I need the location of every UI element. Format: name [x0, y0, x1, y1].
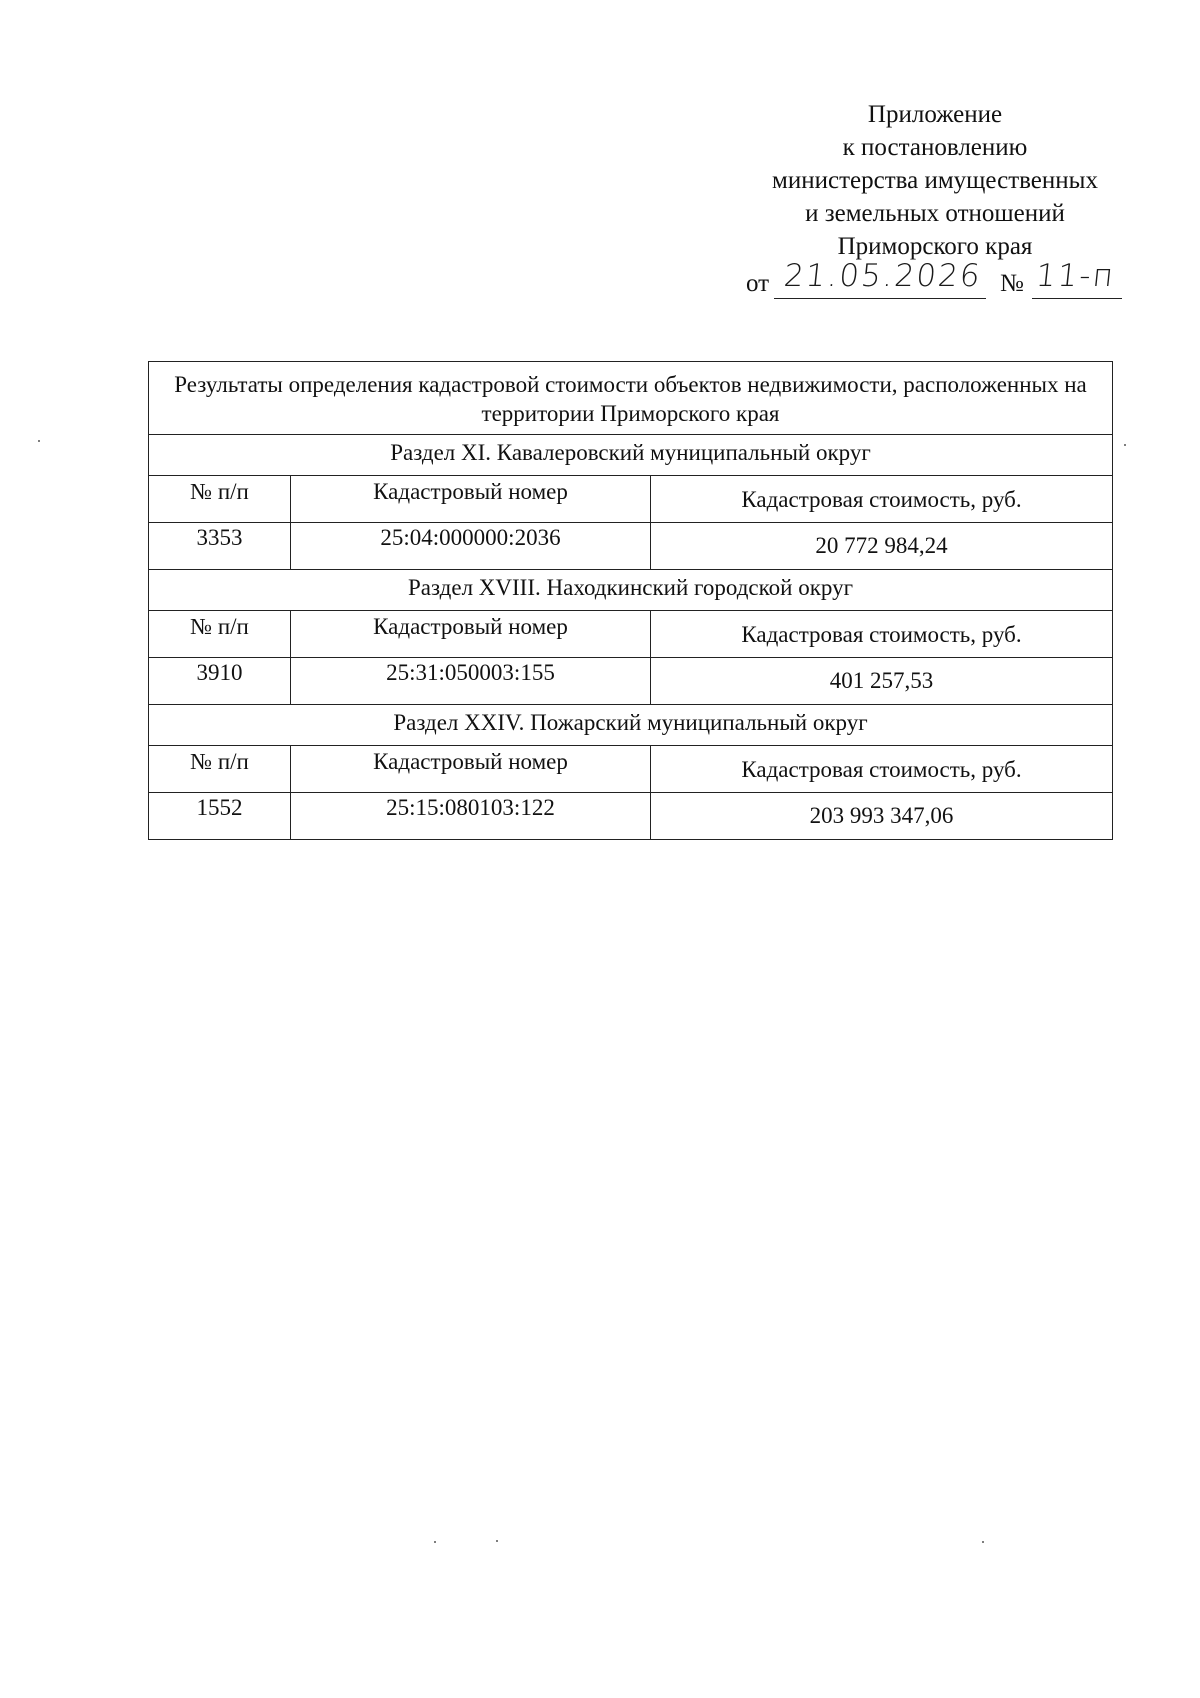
column-header-cadastral-number: Кадастровый номер — [291, 476, 651, 523]
row-cadastral-number: 25:31:050003:155 — [291, 658, 651, 705]
number-sign: № — [1000, 270, 1024, 297]
column-header-row — [149, 476, 1113, 523]
section-heading: Раздел XVIII. Находкинский городской округ — [149, 570, 1113, 611]
section-heading: Раздел XXIV. Пожарский муниципальный округ — [149, 705, 1113, 746]
scan-speck — [38, 440, 40, 442]
handwritten-date: 21.05.2026 — [782, 258, 984, 294]
scan-speck — [496, 1540, 498, 1542]
approval-line-5: Приморского края — [837, 233, 1033, 260]
column-header-row — [149, 611, 1113, 658]
table-title-row — [149, 362, 1113, 435]
table-row — [149, 793, 1113, 840]
decree-date-number — [746, 258, 1126, 302]
approval-line-2: к постановлению — [842, 134, 1028, 161]
row-number: 3910 — [149, 658, 291, 705]
table-row — [149, 658, 1113, 705]
column-header-cadastral-cost: Кадастровая стоимость, руб. — [651, 476, 1113, 523]
column-header-cadastral-cost: Кадастровая стоимость, руб. — [651, 746, 1113, 793]
column-header-cadastral-number: Кадастровый номер — [291, 611, 651, 658]
approval-line-1: Приложение — [867, 101, 1003, 128]
approval-block — [740, 98, 1130, 263]
row-cadastral-number: 25:15:080103:122 — [291, 793, 651, 840]
approval-line-3: министерства имущественных — [772, 167, 1098, 194]
table-title: Результаты определения кадастровой стоимости объектов недвижимости, расположенных на территории Приморского края — [149, 362, 1113, 435]
number-underline — [1032, 298, 1122, 299]
column-header-row — [149, 746, 1113, 793]
column-header-cadastral-cost: Кадастровая стоимость, руб. — [651, 611, 1113, 658]
section-heading-row — [149, 435, 1113, 476]
section-heading: Раздел XI. Кавалеровский муниципальный округ — [149, 435, 1113, 476]
column-header-number: № п/п — [149, 476, 291, 523]
section-heading-row — [149, 570, 1113, 611]
row-cadastral-number: 25:04:000000:2036 — [291, 523, 651, 570]
row-cadastral-cost: 20 772 984,24 — [651, 523, 1113, 570]
row-cadastral-cost: 203 993 347,06 — [651, 793, 1113, 840]
row-number: 3353 — [149, 523, 291, 570]
scan-speck — [982, 1541, 984, 1543]
handwritten-number: 11-п — [1034, 258, 1117, 294]
column-header-cadastral-number: Кадастровый номер — [291, 746, 651, 793]
section-heading-row — [149, 705, 1113, 746]
cadastral-results-table — [148, 361, 1113, 840]
column-header-number: № п/п — [149, 746, 291, 793]
scan-speck — [1124, 444, 1126, 446]
date-prefix: от — [746, 270, 770, 297]
row-cadastral-cost: 401 257,53 — [651, 658, 1113, 705]
scan-speck — [434, 1541, 436, 1543]
column-header-number: № п/п — [149, 611, 291, 658]
row-number: 1552 — [149, 793, 291, 840]
table-row — [149, 523, 1113, 570]
date-underline — [774, 298, 986, 299]
approval-line-4: и земельных отношений — [805, 200, 1065, 227]
